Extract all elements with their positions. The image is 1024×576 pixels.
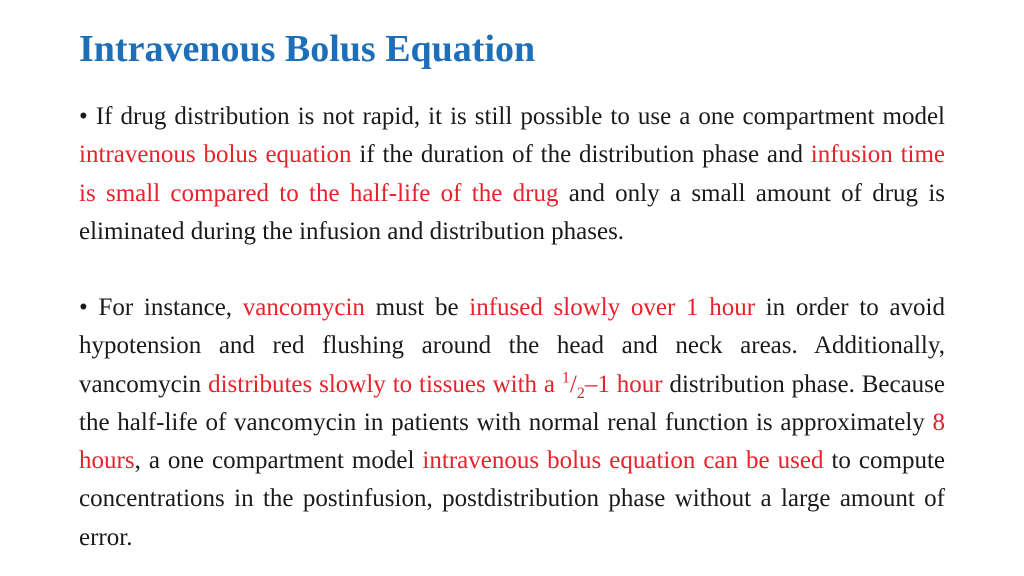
p2-text-2: must be: [364, 294, 470, 321]
bullet-paragraph-2: [79, 289, 945, 557]
bullet-marker: •: [79, 294, 88, 321]
p2-highlight-8-hours: 8 hours: [79, 408, 945, 475]
p2-highlight-infused: infused slowly over 1 hour: [469, 294, 756, 321]
fraction-denominator: 2: [576, 384, 585, 402]
fraction-numerator: 1: [561, 369, 570, 387]
p1-text-2: if the duration of the distribution phase and: [351, 141, 811, 169]
bullet-paragraph-1: [79, 98, 945, 251]
p1-text-3: and only a small amount of drug is eliminated during the infusion and distribution phases.: [79, 179, 945, 245]
p2-text-1: For instance,: [87, 294, 243, 321]
bullet-marker: •: [79, 103, 88, 130]
p1-text-1: If drug distribution is not rapid, it is still possible to use a one compartment model: [87, 103, 945, 130]
slide-title: Intravenous Bolus Equation: [79, 28, 536, 70]
fraction-slash: /: [569, 370, 577, 398]
p2-highlight-distributes-a: distributes slowly to tissues with a: [208, 370, 562, 398]
p2-highlight-distributes: [208, 369, 663, 402]
p2-highlight-can-be-used: intravenous bolus equation can be used: [422, 447, 824, 475]
p2-text-4: distribution phase. Because the half-life of vancomycin in patients with normal renal function is approximately: [79, 370, 946, 436]
p2-highlight-distributes-b: –1 hour: [584, 370, 663, 398]
p2-highlight-vancomycin: vancomycin: [242, 294, 365, 321]
p2-text-6: to compute concentrations in the postinfusion, postdistribution phase without a large amount of error.: [79, 447, 946, 551]
p1-highlight-2: infusion time is small compared to the half-life of the drug: [79, 141, 946, 207]
p2-text-5: , a one compartment model: [134, 447, 423, 475]
p1-highlight-1: intravenous bolus equation: [79, 141, 352, 169]
p2-text-3: in order to avoid hypotension and red flushing around the head and neck areas. Additionally, vancomycin: [79, 294, 946, 398]
